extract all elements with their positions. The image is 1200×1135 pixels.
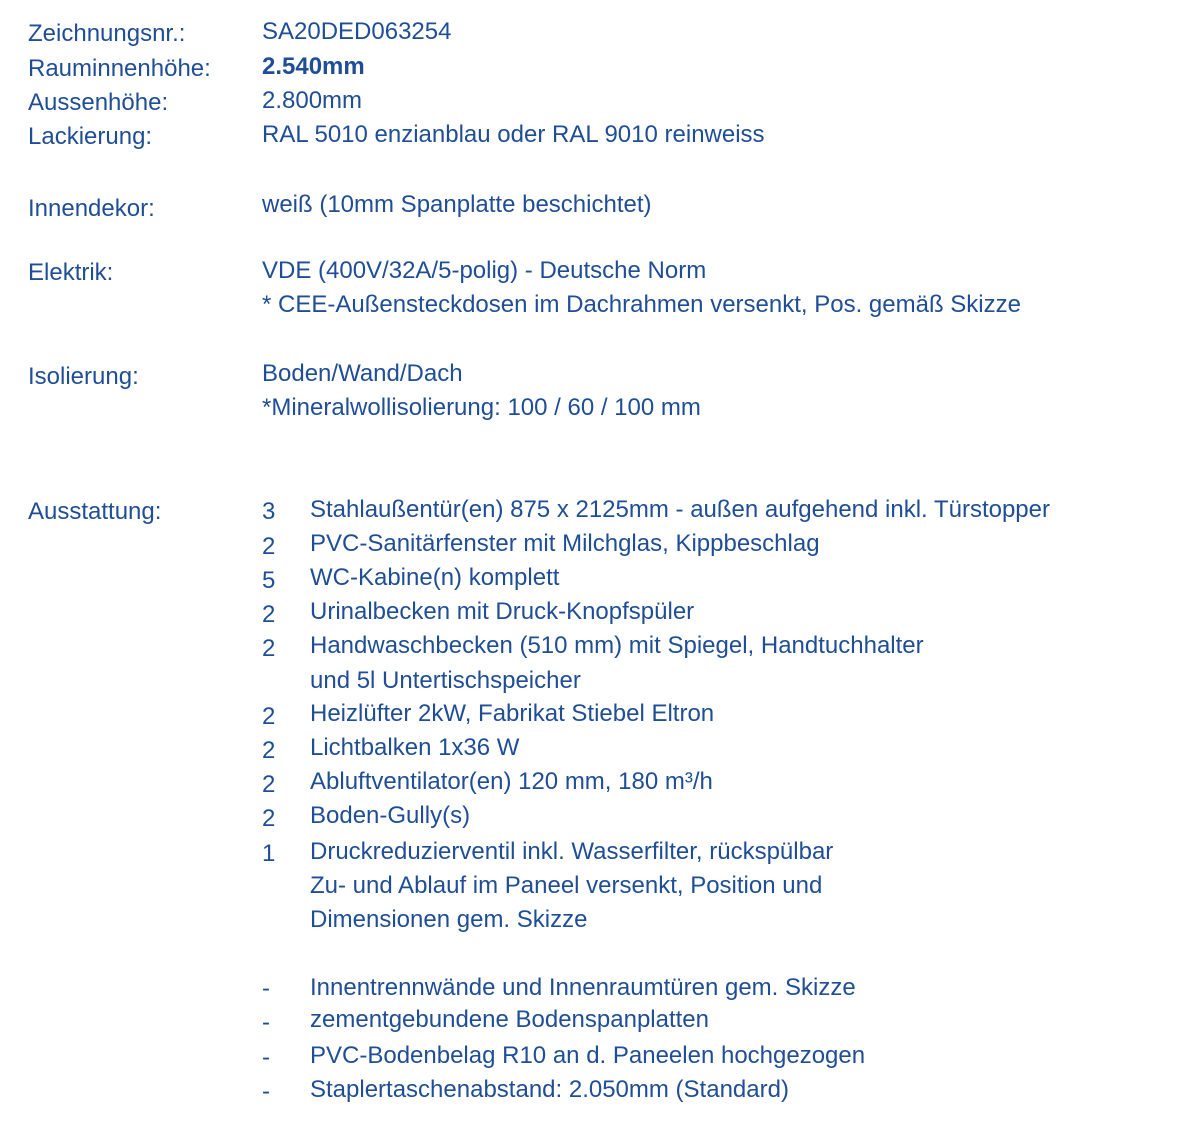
extra-bullet: - (262, 975, 270, 1002)
interior-label: Innendekor: (28, 195, 155, 222)
insulation-line: Boden/Wand/Dach (262, 360, 463, 387)
extra-item-text: PVC-Bodenbelag R10 an d. Paneelen hochgezogen (310, 1042, 866, 1069)
equipment-item-text: Zu- und Ablauf im Paneel versenkt, Position und (310, 872, 823, 899)
extra-bullet: - (262, 1009, 270, 1036)
drawing-no-value: SA20DED063254 (262, 18, 452, 45)
outer-height-value: 2.800mm (262, 87, 363, 114)
equipment-qty: 2 (262, 805, 276, 832)
equipment-item-text: Boden-Gully(s) (310, 802, 471, 829)
equipment-qty: 2 (262, 703, 276, 730)
room-height-label: Rauminnenhöhe: (28, 55, 211, 82)
room-height-value: 2.540mm (262, 53, 365, 80)
equipment-item-text: Urinalbecken mit Druck-Knopfspüler (310, 598, 695, 625)
equipment-qty: 2 (262, 533, 276, 560)
extra-item-text: Innentrennwände und Innenraumtüren gem. Skizze (310, 974, 856, 1001)
equipment-qty: 3 (262, 498, 276, 525)
insulation-label: Isolierung: (28, 363, 139, 390)
equipment-item-text: WC-Kabine(n) komplett (310, 564, 560, 591)
equipment-qty: 2 (262, 635, 276, 662)
equipment-item-text: Handwaschbecken (510 mm) mit Spiegel, Handtuchhalter (310, 632, 924, 659)
equipment-qty: 1 (262, 840, 276, 867)
insulation-line: *Mineralwollisolierung: 100 / 60 / 100 mm (262, 394, 701, 421)
interior-value: weiß (10mm Spanplatte beschichtet) (262, 191, 652, 218)
equipment-item-text: Lichtbalken 1x36 W (310, 734, 520, 761)
equipment-qty: 2 (262, 771, 276, 798)
electrical-line: * CEE-Außensteckdosen im Dachrahmen versenkt, Pos. gemäß Skizze (262, 291, 1021, 318)
extra-item-text: zementgebundene Bodenspanplatten (310, 1006, 709, 1033)
equipment-item-text: Abluftventilator(en) 120 mm, 180 m³/h (310, 768, 713, 795)
equipment-item-text: Heizlüfter 2kW, Fabrikat Stiebel Eltron (310, 700, 715, 727)
equipment-item-text: Druckreduzierventil inkl. Wasserfilter, rückspülbar (310, 838, 834, 865)
drawing-no-label: Zeichnungsnr.: (28, 20, 186, 47)
equipment-qty: 5 (262, 567, 276, 594)
equipment-qty: 2 (262, 601, 276, 628)
equipment-qty: 2 (262, 737, 276, 764)
paint-label: Lackierung: (28, 123, 153, 150)
equipment-item-text: Stahlaußentür(en) 875 x 2125mm - außen aufgehend inkl. Türstopper (310, 496, 1050, 523)
paint-value: RAL 5010 enzianblau oder RAL 9010 reinweiss (262, 121, 765, 148)
electrical-line: VDE (400V/32A/5-polig) - Deutsche Norm (262, 257, 707, 284)
electrical-label: Elektrik: (28, 259, 114, 286)
equipment-label: Ausstattung: (28, 498, 162, 525)
equipment-item-text: PVC-Sanitärfenster mit Milchglas, Kippbeschlag (310, 530, 820, 557)
equipment-item-text: Dimensionen gem. Skizze (310, 906, 588, 933)
equipment-item-text: und 5l Untertischspeicher (310, 667, 581, 694)
extra-bullet: - (262, 1044, 270, 1071)
extra-item-text: Staplertaschenabstand: 2.050mm (Standard) (310, 1076, 789, 1103)
extra-bullet: - (262, 1078, 270, 1105)
outer-height-label: Aussenhöhe: (28, 89, 169, 116)
